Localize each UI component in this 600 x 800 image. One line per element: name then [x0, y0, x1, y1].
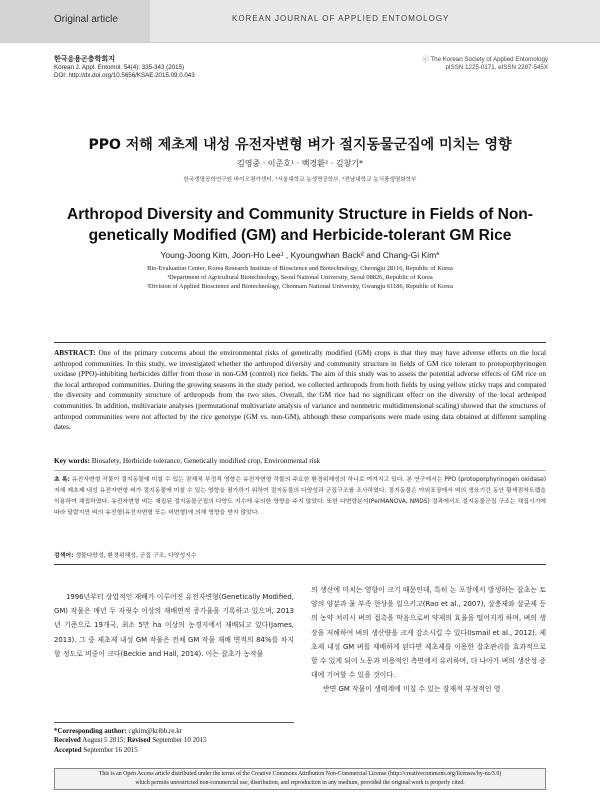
abstract-label: ABSTRACT: [54, 348, 96, 357]
corresponding-author-label: *Corresponding author: [54, 727, 127, 735]
corresponding-email[interactable]: cgkim@kribb.re.kr [128, 727, 183, 735]
korean-keywords-label: 검색어: [54, 553, 74, 559]
divider [54, 470, 546, 471]
doi: DOI: http://dx.doi.org/10.5656/KSAE.2015.09.0.043 [54, 72, 195, 79]
copyright-block [423, 56, 548, 72]
body-right-column [311, 583, 546, 697]
license-line: which permits unrestricted non-commercial use, distribution, and reproduction in any medium, provided the original work is properly cited. [135, 780, 465, 786]
keywords [54, 456, 546, 465]
body-paragraph: 의 생산에 미치는 영향이 크기 때문인데, 특히 논 포장에서 발생하는 잡초는 토양의 양분과 물 부족 현상을 일으키고(Rao et al., 2007), 살충제와 살균제 등의 농약 처리시 벼의 접촉을 막음으로써 약제의 효율을 떨어지게 하며, 벼의 생장을 저해하여 벼의 생산량을 크게 감소시킬 수 있다(Ismail et al., 2012). 제초제 내성 GM 벼를 재배하게 된다면 제초제를 이용한 잡초관리를 효과적으로 할 수 있게 되어 노동과 비용적인 측면에서 유리하며, 더 나아가 벼의 생산성 증대에 기여할 수 있을 것이다. [311, 586, 546, 680]
journal-title-kr: 한국응용곤충학회지 [54, 56, 115, 63]
title-korean: PPO 저해 제초제 내성 유전자변형 벼가 절지동물군집에 미치는 영향 [88, 137, 512, 153]
journal-topbar [0, 0, 600, 43]
korean-abstract-label: 초 록: [54, 477, 70, 483]
korean-abstract-text: 유전자변형 작물이 절지동물에 미칠 수 있는 잠재적 부정적 영향은 유전자변형 작물의 주요한 환경위해성의 하나로 여겨지고 있다. 본 연구에서는 PPO (protoporphyrinogen oxidase) 저해 제초제 내성 유전자변형 벼가 절지동물에 미칠 수 있는 영향을 평가하기 위하여 절지동물의 다양성과 군집구조를 조사하였다. 절지동물은 야외포장에서 벼의 생육기간 동안 황색점착트랩을 이용하여 채집하였다. 유전자변형 벼는 채집된 절지동물군집의 다양도 지수에 유의한 영향을 주지 않았다. 또한 다변량분석(PerMANOVA, NMDS) 결과에서도 절지동물군집 구조는 채집시기에 따라 달랐지만 벼의 유전형(유전자변형 또는 비변형)에 의해 영향을 받지 않았다. [54, 477, 546, 516]
authors-korean: 김영중 · 이준호¹ · 백경환² · 김창기* [236, 159, 364, 168]
affiliation-line: ¹Department of Agricultural Biotechnology, Seoul National University, Seoul 08826, Republic of Korea [167, 274, 433, 281]
revised-label: Revised [127, 736, 151, 745]
affiliations-english [60, 264, 540, 291]
accepted-date: September 16 2015 [83, 745, 138, 754]
affiliations-korean: 한국생명공학연구원 바이오평가센터, ¹서울대학교 농생명공학부, ²전남대학교 농식품생명화학부 [183, 177, 417, 183]
divider [54, 564, 546, 565]
copyright: ⓒ The Korean Society of Applied Entomology [422, 56, 548, 63]
accepted-label: Accepted [54, 745, 82, 754]
revised-date: September 10 2015 [152, 736, 207, 745]
abstract-text: One of the primary concerns about the environmental risks of genetically modified (GM) crops is that they may have adverse effects on the local arthropod communities. In this study, we investigated whether the arthropod diversity and community structure in fields of GM rice tolerant to protoporphyrinogen oxidase (PPO)-inhibiting herbicides differ from those in non-GM (control) rice fields. The aim of this study was to assess the potential adverse effects of GM rice on the local arthropod communities. During the growing seasons in the study period, we collected arthropods from both fields by using yellow sticky traps and compared the diversity and community structure of arthropods from the two sites. Overall, the GM rice had no significant effect on the diversity of the local arthropod communities. In addition, multivariate analyses (permutational multivariate analysis of variance and nonmetric multidimensional scaling) showed that the structures of arthropod communities were not affected by the rice genotype (GM vs. non-GM), although these comparisons were made using data obtained at different sampling dates. [54, 348, 546, 432]
divider [54, 342, 546, 343]
received-date: August 5 2015; [82, 736, 126, 745]
body-left-column: 1996년부터 상업적인 재배가 이루어진 유전자변형(Genetically Modified, GM) 작물은 매년 두 자릿수 이상의 재배면적 증가율을 기록하고 있으며, 2013년 기준으로 19개국, 최소 5만 ha 이상의 농경지에서 재배되고 있다(James, 2013). 그 중 제초제 내성 GM 작물은 전체 GM 작물 재배 면적의 84%를 차지할 정도로 비중이 크다(Beckie and Hall, 2014). 이는 잡초가 농작물 [54, 593, 294, 658]
korean-abstract [54, 475, 546, 519]
keywords-label: Key words: [54, 456, 90, 465]
affiliation-line: ²Division of Applied Bioscience and Biotechnology, Chonnam National University, Gwangju 61186, Republic of Korea [146, 283, 454, 290]
affiliation-line: Bio-Evaluation Center, Korea Research Institute of Bioscience and Biotechnology, Cheongju 28116, Republic of Korea [147, 265, 453, 272]
journal-name: KOREAN JOURNAL OF APPLIED ENTOMOLOGY [232, 14, 450, 23]
correspondence-block [54, 722, 294, 755]
issn: pISSN 1225-0171, eISSN 2287-545X [445, 64, 548, 71]
body-paragraph: 반면 GM 작물이 생태계에 미칠 수 있는 잠재적 부정적인 영 [323, 685, 501, 694]
citation-block [54, 56, 195, 80]
citation: Korean J. Appl. Entomol. 54(4): 335-343 (2015) [54, 64, 185, 71]
keywords-text: Biosafety, Herbicide tolerance, Genetically modified crop, Environmental risk [91, 456, 321, 465]
title-english: Arthropod Diversity and Community Structure in Fields of Non-genetically Modified (GM) and Herbicide-tolerant GM Rice [67, 206, 533, 244]
korean-keywords-text: 생물다양성, 환경위해성, 군집 구조, 다양성지수 [75, 553, 197, 559]
authors-english: Young-Joong Kim, Joon-Ho Lee¹ , Kyoungwhan Back² and Chang-Gi Kim* [160, 250, 440, 260]
article-type: Original article [54, 14, 118, 25]
korean-keywords [54, 550, 546, 559]
received-label: Received [54, 736, 81, 745]
abstract [54, 348, 546, 433]
license-footer [54, 768, 546, 790]
license-line: This is an Open Access article distributed under the terms of the Creative Commons Attribution Non-Commercial License (http://creativecommons.org/licenses/by-nc/3.0) [98, 771, 502, 777]
